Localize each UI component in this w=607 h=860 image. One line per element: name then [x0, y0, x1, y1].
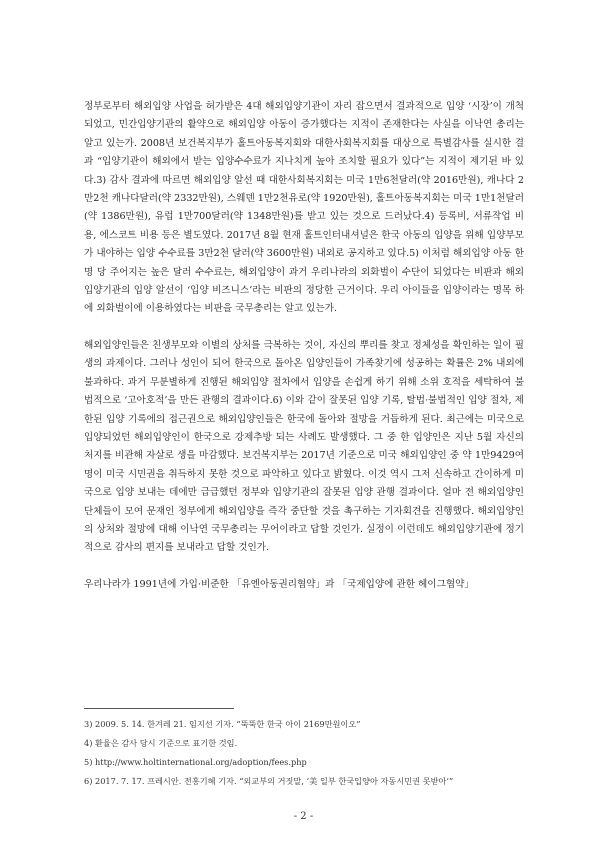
footnote-divider: [84, 708, 234, 709]
document-body: [84, 98, 524, 612]
footnotes: [84, 708, 524, 791]
paragraph-adoption-fees: [84, 98, 524, 319]
paragraph-text: 우리나라가 1991년에 가입·비준한 「유엔아동권리협약」과 「국제입양에 관한 헤이그협약」: [84, 578, 474, 590]
footnote-3: 3) 2009. 5. 14. 한겨레 21. 임지선 기자. “뚝뚝한 한국 아이 2169만원이오”: [84, 719, 361, 729]
footnote-5: 5) http://www.holtinternational.org/adoption/fees.php: [84, 757, 307, 767]
paragraph-text: 정부로부터 해외입양 사업을 허가받은 4대 해외입양기관이 자리 잡으면서 결과적으로 입양 ‘시장’이 개척되었고, 민간입양기관의 활약으로 해외입양 아동이 증가했다는 지적이 존재한다는 사실을 이낙연 총리는 알고 있는가. 2008년 보건복지부가 홀트아동복지회와 대한사회복지회를 대상으로 특별감사를 실시한 결과 “입양기관이 해외에서 받는 입양수수료가 지나치게 높아 조치할 필요가 있다”는 지적이 제기된 바 있다.3) 감사 결과에 따르면 해외입양 알선 때 대한사회복지회는 미국 1만6천달러(약 2016만원), 캐나다 2만2천 캐나다달러(약 2332만원), 스웨덴 1만2천유로(약 1920만원), 홀트아동복지회는 미국 1만1천달러(약 1386만원), 유럽 1만700달러(약 1348만원)를 받고 있는 것으로 드러났다.4) 등록비, 서류작업 비용, 에스코트 비용 등은 별도였다. 2017년 8월 현재 홀트인터내셔널은 한국 아동의 입양을 위해 입양부모가 내야하는 입양 수수료를 3만2천 달러(약 3600만원) 내외로 공지하고 있다.5) 이처럼 해외입양 아동 한명 당 주어지는 높은 달러 수수료는, 해외입양이 과거 우리나라의 외화벌이 수단이 되었다는 비판과 해외입양기관의 입양 알선이 ‘입양 비즈니스’라는 비판의 정당한 근거이다. 우리 아이들을 입양이라는 명목 하에 외화벌이에 이용하였다는 비판을 국무총리는 알고 있는가.: [84, 101, 524, 315]
footnote-6: 6) 2017. 7. 17. 프레시안. 전홍기혜 기자. “외교부의 거짓말, ‘美 일부 한국입양아 자동시민권 못받아’”: [84, 776, 454, 786]
paragraph-text: 해외입양인들은 친생부모와 이별의 상처를 극복하는 것이, 자신의 뿌리를 찾고 정체성을 확인하는 일이 필생의 과제이다. 그러나 성인이 되어 한국으로 돌아온 입양인들이 가족찾기에 성공하는 확률은 2% 내외에 불과하다. 과거 무분별하게 진행된 해외입양 절차에서 입양을 손쉽게 하기 위해 소위 호적을 세탁하여 불법적으로 ‘고아호적’을 만든 관행의 결과이다.6) 이와 같이 잘못된 입양 기록, 탈법·불법적인 입양 절차, 제한된 입양 기록에의 접근권으로 해외입양인들은 한국에 돌아와 절망을 거듭하게 된다. 최근에는 미국으로 입양되었던 해외입양인이 한국으로 강제추방 되는 사례도 발생했다. 그 중 한 입양인은 지난 5월 자신의 처지를 비관해 자살로 생을 마감했다. 보건복지부는 2017년 기준으로 미국 해외입양인 중 약 1만9429여명이 미국 시민권을 취득하지 못한 것으로 파악하고 있다고 밝혔다. 이것 역시 그저 신속하고 간이하게 미국으로 입양 보내는 데에만 급급했던 정부와 입양기관의 잘못된 입양 관행 결과이다. 얼마 전 해외입양인 단체들이 모여 문재인 정부에게 해외입양을 즉각 중단할 것을 촉구하는 기자회견을 진행했다. 해외입양인의 상처와 절망에 대해 이낙연 국무총리는 무어이라고 답할 것인가. 실정이 이런데도 해외입양기관에 정기적으로 감사의 편지를 보내라고 답할 것인가.: [84, 339, 524, 554]
paragraph-adoptee-identity: [84, 337, 524, 558]
page-number: - 2 -: [293, 811, 314, 822]
footnote-4: 4) 환율은 감사 당시 기준으로 표기한 것임.: [84, 738, 238, 748]
paragraph-conventions: [84, 576, 524, 594]
